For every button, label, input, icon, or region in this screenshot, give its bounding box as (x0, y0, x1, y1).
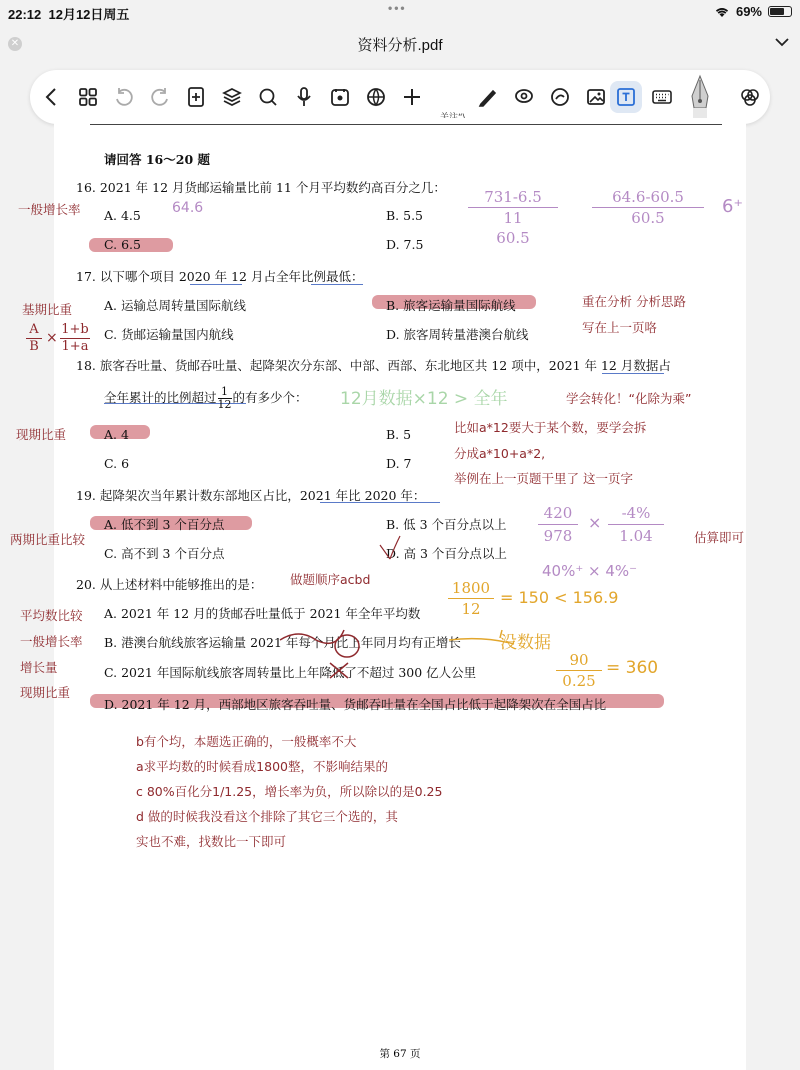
q16-option-c[interactable]: C. 6.5 (104, 237, 141, 252)
q17-stem: 17. 以下哪个项目 2020 年 12 月占全年比例最低： (76, 269, 364, 284)
note-20-fraction-2: $\frac{90}{0.25}$ (556, 650, 602, 691)
status-right (714, 4, 792, 19)
note-16-fraction-2: $\frac{64.6-60.5}{60.5}$ (592, 187, 704, 228)
chevron-down-icon[interactable] (774, 36, 790, 48)
note-17-remark-1: 重在分析 分析思路 (582, 294, 686, 309)
search-icon[interactable] (254, 83, 282, 111)
note-17-label: 基期比重 (22, 302, 73, 317)
q17-option-a[interactable]: A. 运输总周转量国际航线 (104, 298, 246, 313)
editing-toolbar (30, 70, 770, 124)
layers-icon[interactable] (218, 83, 246, 111)
document-title: 资料分析.pdf (357, 37, 443, 54)
note-18-green: 12月数据×12 > 全年 (340, 389, 508, 409)
add-icon[interactable] (398, 83, 426, 111)
note-19-fraction-2: $\frac{-4\%}{1.04}$ (608, 502, 664, 547)
note-18-remark-3: 分成a*10+a*2, (454, 446, 546, 461)
q18-option-b[interactable]: B. 5 (386, 427, 412, 442)
note-20-label-1: 平均数比较 (20, 608, 83, 623)
colors-icon[interactable] (736, 83, 764, 111)
q20-option-c[interactable]: C. 2021 年国际航线旅客周转量比上年降低了不超过 300 亿人公里 (104, 665, 477, 680)
status-time: 22:12 12月12日周五 (8, 7, 130, 22)
note-19-fraction-1: $\frac{420}{978}$ (538, 502, 578, 547)
summary-line-3: c 80%百化分1/1.25，增长率为负，所以除以的是0.25 (136, 784, 443, 799)
note-20-label-4: 现期比重 (20, 685, 71, 700)
note-19-row: 40%⁺ × 4%⁻ (542, 562, 638, 580)
note-20-label-2: 一般增长率 (20, 634, 83, 649)
q18-option-c[interactable]: C. 6 (104, 456, 130, 471)
q17-option-c[interactable]: C. 货邮运输量国内航线 (104, 327, 234, 342)
note-19-times: × (588, 513, 602, 532)
fountain-pen-icon[interactable] (688, 74, 712, 120)
globe-icon[interactable] (362, 83, 390, 111)
note-16-answer: 6⁺ (722, 196, 743, 217)
shape-tool-icon[interactable] (546, 83, 574, 111)
q17-option-d[interactable]: D. 旅客周转量港澳台航线 (386, 327, 529, 342)
q16-stem: 16. 2021 年 12 月货邮运输量比前 11 个月平均数约高百分之几： (76, 180, 446, 195)
multitask-dots-icon[interactable]: ••• (388, 1, 407, 15)
undo-icon[interactable] (110, 83, 138, 111)
note-17-fraction-2: $\frac{1+b}{1+a}$ (61, 322, 89, 354)
lasso-icon[interactable] (510, 83, 538, 111)
note-20-fraction-1-result: = 150 < 156.9 (500, 588, 619, 607)
grid-view-icon[interactable] (74, 83, 102, 111)
note-20-label-3: 增长量 (20, 660, 58, 675)
battery-percent: 69% (735, 4, 762, 19)
close-icon[interactable]: ✕ (8, 37, 22, 51)
note-18-remark-2: 比如a*12要大于某个数，要学会拆 (454, 420, 647, 435)
text-box-icon[interactable] (610, 81, 642, 113)
q18-stem-line2: 全年累计的比例超过 $\frac{1}{12}$ 的有多少个： (104, 385, 308, 411)
note-20-order: 做题顺序acbd (290, 572, 371, 587)
note-17-fraction-1: $\frac{A}{B}$ (26, 322, 42, 355)
document-titlebar (0, 24, 800, 64)
redo-icon[interactable] (146, 83, 174, 111)
q20-option-b[interactable]: B. 港澳台航线旅客运输量 2021 年每个月比上年同月均有正增长 (104, 635, 461, 650)
q16-option-b[interactable]: B. 5.5 (386, 208, 424, 223)
q17-option-b[interactable]: B. 旅客运输量国际航线 (386, 298, 516, 313)
q19-option-c[interactable]: C. 高不到 3 个百分点 (104, 546, 225, 561)
pen-tool-icon[interactable] (474, 83, 502, 111)
q19-option-b[interactable]: B. 低 3 个百分点以上 (386, 517, 507, 532)
handwriting-strokes (54, 118, 746, 1070)
pdf-page (54, 118, 746, 1070)
q20-stem: 20. 从上述材料中能够推出的是： (76, 577, 263, 592)
image-icon[interactable] (582, 83, 610, 111)
note-20-fraction-2-result: = 360 (606, 658, 659, 678)
note-16-fraction-1: 731-6.5 11 60.5 (468, 187, 558, 248)
note-19-label: 两期比重比较 (10, 532, 86, 547)
q19-option-d[interactable]: D. 高 3 个百分点以上 (386, 546, 507, 561)
page-number: 第 67 页 (379, 1048, 421, 1060)
note-17-remark-2: 写在上一页咯 (582, 320, 658, 335)
microphone-icon[interactable] (290, 83, 318, 111)
note-16-value: 64.6 (172, 200, 204, 216)
q20-option-a[interactable]: A. 2021 年 12 月的货邮吞吐量低于 2021 年全年平均数 (104, 606, 421, 621)
note-18-remark-1: 学会转化！“化除为乘” (566, 391, 692, 406)
q18-option-d[interactable]: D. 7 (386, 456, 412, 471)
wifi-icon (714, 6, 730, 18)
q20-option-d[interactable]: D. 2021 年 12 月，西部地区旅客吞吐量、货邮吞吐量在全国占比低于起降架次在全国占比 (104, 697, 607, 712)
summary-line-5: 实也不难，找数比一下即可 (136, 834, 287, 849)
note-18-remark-4: 举例在上一页题干里了 这一页字 (454, 471, 633, 486)
summary-line-2: a求平均数的时候看成1800整，不影响结果的 (136, 759, 388, 774)
note-20-nodata: 没数据 (500, 633, 551, 653)
keyboard-icon[interactable] (648, 83, 676, 111)
note-16-label: 一般增长率 (18, 202, 81, 217)
sticker-icon[interactable] (326, 83, 354, 111)
battery-icon (768, 6, 792, 17)
note-19-estimate: 估算即可 (694, 530, 745, 545)
q18-stem: 18. 旅客吞吐量、货邮吞吐量、起降架次分东部、中部、西部、东北地区共 12 项中，2021 年 12 月数据占 (76, 358, 671, 373)
status-bar (0, 0, 800, 24)
q18-option-a[interactable]: A. 4 (104, 427, 129, 442)
note-18-label: 现期比重 (16, 427, 67, 442)
section-heading: 请回答 16～20 题 (104, 152, 210, 167)
summary-line-4: d 做的时候我没看这个排除了其它三个选的，其 (136, 809, 398, 824)
q19-stem: 19. 起降架次当年累计数东部地区占比，2021 年比 2020 年： (76, 488, 426, 503)
back-icon[interactable] (38, 83, 66, 111)
q16-option-a[interactable]: A. 4.5 (104, 208, 141, 223)
note-20-fraction-1: $\frac{1800}{12}$ (448, 578, 494, 619)
add-page-icon[interactable] (182, 83, 210, 111)
summary-line-1: b有个均，本题选正确的，一般概率不大 (136, 734, 357, 749)
q16-option-d[interactable]: D. 7.5 (386, 237, 424, 252)
q19-option-a[interactable]: A. 低不到 3 个百分点 (104, 517, 225, 532)
note-17-times: × (46, 330, 58, 346)
